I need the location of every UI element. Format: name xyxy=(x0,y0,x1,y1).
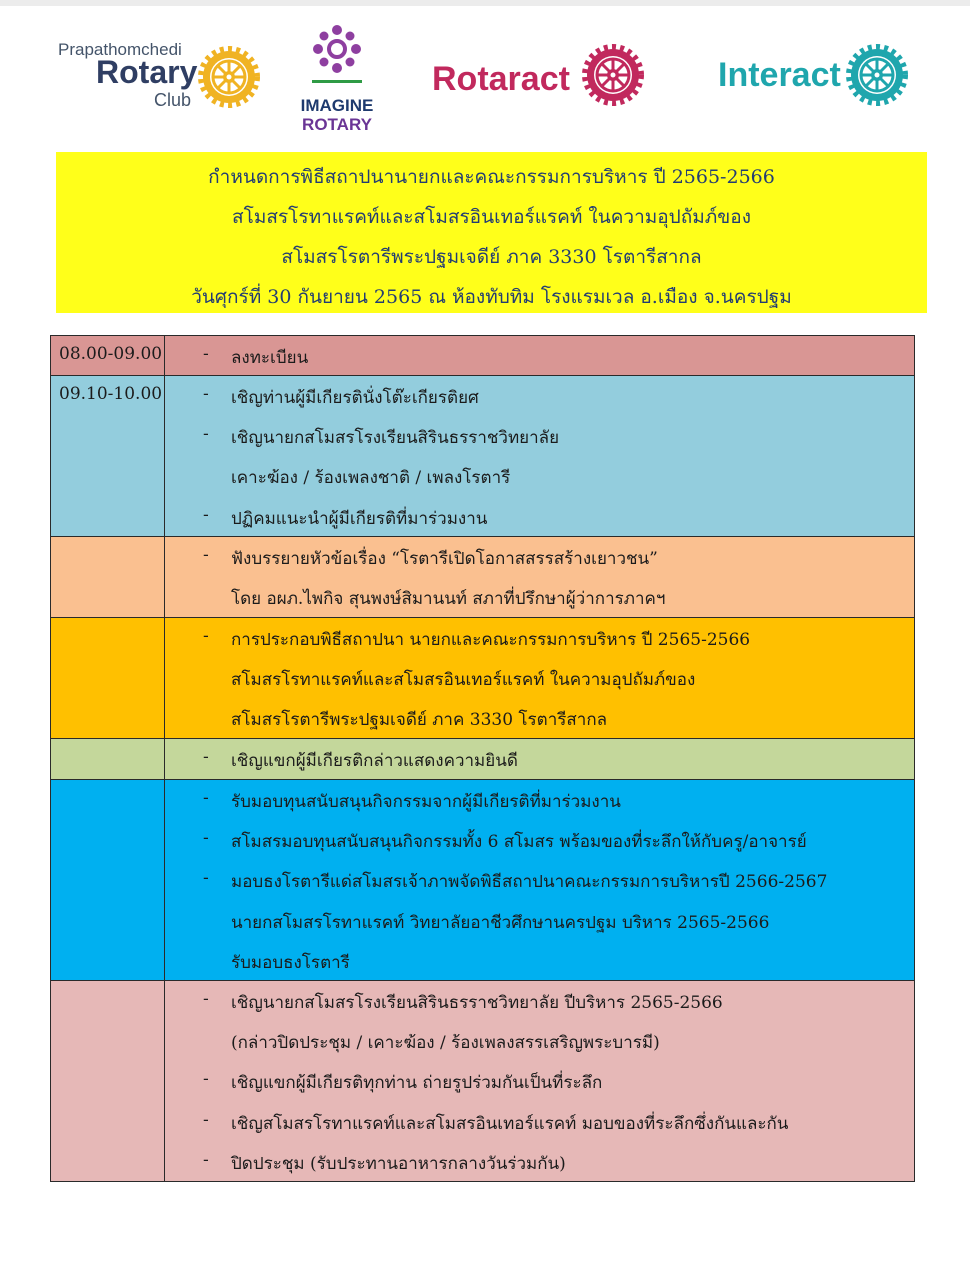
agenda-item: เชิญนายกสโมสรโรงเรียนสิรินธรราชวิทยาลัย ปีบริหาร 2565-2566 xyxy=(231,993,723,1013)
imagine-rotary-logo xyxy=(295,24,379,136)
time-cell xyxy=(51,618,165,738)
time-label: 09.10-10.00 xyxy=(59,384,163,404)
agenda-item: (กล่าวปิดประชุม / เคาะฆ้อง / ร้องเพลงสรรเสริญพระบารมี) xyxy=(231,1033,660,1054)
bullet-dash: - xyxy=(203,868,209,889)
title-line: สโมสรโรทาแรคท์และสโมสรอินเทอร์แรคท์ ในความอุปถัมภ์ของ xyxy=(232,206,751,228)
agenda-item: ปิดประชุม (รับประทานอาหารกลางวันร่วมกัน) xyxy=(231,1153,566,1174)
time-cell xyxy=(51,376,165,536)
rotary-wheel-icon xyxy=(582,44,644,106)
title-line: วันศุกร์ที่ 30 กันยายน 2565 ณ ห้องทับทิม โรงแรมเวล อ.เมือง จ.นครปฐม xyxy=(191,286,792,308)
agenda-item: ลงทะเบียน xyxy=(231,348,309,368)
logo-club-word: Club xyxy=(154,90,192,110)
time-cell xyxy=(51,739,165,779)
rotaract-logo xyxy=(432,56,647,116)
bullet-dash: - xyxy=(203,1069,209,1090)
title-line: กำหนดการพิธีสถาปนานายกและคณะกรรมการบริหาร ปี 2565-2566 xyxy=(208,166,775,188)
bullet-dash: - xyxy=(203,626,209,646)
agenda-item: การประกอบพิธีสถาปนา นายกและคณะกรรมการบริหาร ปี 2565-2566 xyxy=(231,630,751,650)
bullet-dash: - xyxy=(203,989,209,1009)
agenda-item: เชิญแขกผู้มีเกียรติกล่าวแสดงความยินดี xyxy=(231,751,518,771)
bullet-dash: - xyxy=(203,344,209,364)
agenda-item: สโมสรโรตารีพระปฐมเจดีย์ ภาค 3330 โรตารีสากล xyxy=(231,710,608,731)
time-cell xyxy=(51,336,165,375)
schedule-row xyxy=(50,739,915,780)
bullet-dash: - xyxy=(203,545,209,565)
time-cell xyxy=(51,780,165,980)
time-label: 08.00-09.00 xyxy=(59,344,163,364)
agenda-item: รับมอบธงโรตารี xyxy=(231,952,350,973)
bullet-dash: - xyxy=(203,828,209,849)
title-banner xyxy=(56,152,927,313)
schedule-row xyxy=(50,618,915,739)
bullet-dash: - xyxy=(203,747,209,767)
agenda-item: สโมสรโรทาแรคท์และสโมสรอินเทอร์แรคท์ ในความอุปถัมภ์ของ xyxy=(231,670,696,691)
agenda-item: เชิญนายกสโมสรโรงเรียนสิรินธรราชวิทยาลัย xyxy=(231,428,560,449)
imagine-flower-icon xyxy=(312,24,362,84)
agenda-item: เคาะฆ้อง / ร้องเพลงชาติ / เพลงโรตารี xyxy=(231,468,511,489)
logo-rotary-word: Rotary xyxy=(96,54,198,90)
bullet-dash: - xyxy=(203,1149,209,1170)
prapathomchedi-rotary-club-logo xyxy=(58,40,263,112)
agenda-item: สโมสรมอบทุนสนับสนุนกิจกรรมทั้ง 6 สโมสร พร้อมของที่ระลึกให้กับครู/อาจารย์ xyxy=(231,832,807,853)
time-cell xyxy=(51,537,165,617)
agenda-item: เชิญท่านผู้มีเกียรตินั่งโต๊ะเกียรติยศ xyxy=(231,388,479,408)
bullet-dash: - xyxy=(203,504,209,525)
rotary-wheel-icon xyxy=(846,44,908,106)
bullet-dash: - xyxy=(203,384,209,404)
time-cell xyxy=(51,981,165,1181)
logo-rotaract-word: Rotaract xyxy=(432,60,570,98)
logo-club-name: Prapathomchedi xyxy=(58,40,182,59)
schedule-row xyxy=(50,780,915,981)
agenda-item: โดย อผภ.ไพกิจ สุนพงษ์สิมานนท์ สภาที่ปรึกษาผู้ว่าการภาคฯ xyxy=(231,589,666,610)
schedule-row xyxy=(50,335,915,376)
rotary-wheel-icon xyxy=(198,46,260,108)
bullet-dash: - xyxy=(203,788,209,808)
logo-rotary-word: ROTARY xyxy=(302,115,372,134)
agenda-item: มอบธงโรตารีแด่สโมสรเจ้าภาพจัดพิธีสถาปนาคณะกรรมการบริหารปี 2566-2567 xyxy=(231,872,828,893)
top-border xyxy=(0,0,970,6)
bullet-dash: - xyxy=(203,424,209,445)
interact-logo xyxy=(718,50,918,110)
schedule-row xyxy=(50,537,915,618)
agenda-item: ฟังบรรยายหัวข้อเรื่อง “โรตารีเปิดโอกาสสรรสร้างเยาวชน” xyxy=(231,549,658,569)
logo-imagine-word: IMAGINE xyxy=(300,96,374,115)
agenda-item: เชิญสโมสรโรทาแรคท์และสโมสรอินเทอร์แรคท์ มอบของที่ระลึกซึ่งกันและกัน xyxy=(231,1113,789,1134)
agenda-item: รับมอบทุนสนับสนุนกิจกรรมจากผู้มีเกียรติที่มาร่วมงาน xyxy=(231,792,621,812)
logo-interact-word: Interact xyxy=(718,56,841,94)
agenda-item: ปฏิคมแนะนำผู้มีเกียรติที่มาร่วมงาน xyxy=(231,508,488,529)
schedule-row xyxy=(50,981,915,1182)
agenda-item: เชิญแขกผู้มีเกียรติทุกท่าน ถ่ายรูปร่วมกันเป็นที่ระลึก xyxy=(231,1073,603,1094)
schedule-table xyxy=(50,335,915,1186)
bullet-dash: - xyxy=(203,1109,209,1130)
schedule-row xyxy=(50,376,915,537)
title-line: สโมสรโรตารีพระปฐมเจดีย์ ภาค 3330 โรตารีสากล xyxy=(281,246,702,268)
agenda-item: นายกสโมสรโรทาแรคท์ วิทยาลัยอาชีวศึกษานครปฐม บริหาร 2565-2566 xyxy=(231,912,770,933)
